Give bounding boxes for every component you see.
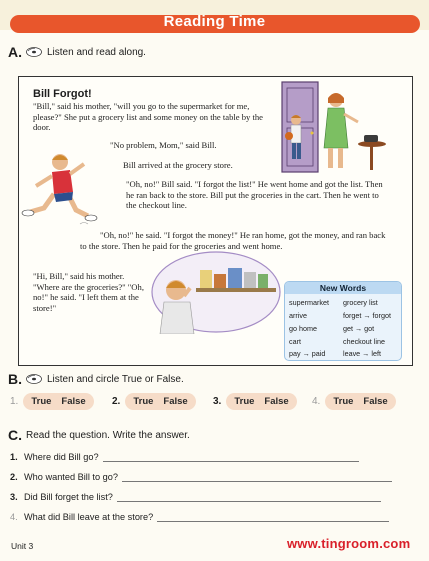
section-b-letter: B. [8,371,22,387]
question-3 [10,492,381,502]
true-false-item-2 [112,393,196,410]
new-word: forget → forgot [343,311,391,320]
story-paragraph-4: "Oh, no!" Bill said. "I forgot the list!" He went home and got the list. Then he ran back to the store. Bill put the groceries in the cart. Then he went to the checkout line. [126,179,383,211]
new-word: pay → paid [289,349,326,358]
new-word: go home [289,324,317,333]
section-a-heading [8,44,146,60]
answer-line[interactable] [157,513,389,522]
story-paragraph-6: "Hi, Bill," said his mother. "Where are the groceries?" "Oh, no!" he said. "I left them at the store!" [33,271,144,313]
section-b-instruction: Listen and circle True or False. [47,373,184,385]
question-text: Who wanted Bill to go? [24,472,118,482]
question-number: 1. [10,452,18,462]
true-false-pill [325,393,395,410]
true-option[interactable]: True [333,396,354,407]
false-option[interactable]: False [363,396,388,407]
true-false-item-1 [10,393,94,410]
true-option[interactable]: True [133,396,154,407]
new-words-title: New Words [285,282,401,294]
bill-at-store-illustration [150,248,282,334]
question-4 [10,512,389,522]
answer-line[interactable] [103,453,359,462]
false-option[interactable]: False [163,396,188,407]
answer-line[interactable] [122,473,392,482]
true-false-item-3 [213,393,297,410]
question-2 [10,472,392,482]
false-option[interactable]: False [61,396,86,407]
item-number: 1. [10,396,19,407]
question-number: 3. [10,492,18,502]
true-false-pill [23,393,93,410]
section-c-instruction: Read the question. Write the answer. [26,429,190,441]
cd-audio-icon [26,374,42,384]
question-number: 4. [10,512,18,522]
new-word: get → got [343,324,375,333]
item-number: 4. [312,396,321,407]
new-word: leave → left [343,349,381,358]
item-number: 3. [213,396,222,407]
cd-audio-icon [26,47,42,57]
item-number: 2. [112,396,121,407]
section-a-letter: A. [8,44,22,60]
new-word: checkout line [343,337,385,346]
running-bill-illustration [18,150,108,230]
story-paragraph-3: Bill arrived at the grocery store. [123,160,233,170]
new-word: supermarket [289,298,329,307]
new-word: grocery list [343,298,378,307]
new-word: arrive [289,311,307,320]
question-1 [10,452,359,462]
page-title: Reading Time [163,13,266,30]
new-word: cart [289,337,301,346]
true-option[interactable]: True [234,396,255,407]
unit-label: Unit 3 [11,541,34,551]
question-text: Where did Bill go? [24,452,99,462]
story-paragraph-2: "No problem, Mom," said Bill. [110,140,217,150]
story-paragraph-5: "Oh, no!" he said. "I forgot the money!" He ran home, got the money, and ran back to the store. Then he paid for the groceries and went home. [80,230,386,251]
true-false-item-4 [312,393,396,410]
section-c-heading [8,427,190,443]
false-option[interactable]: False [264,396,289,407]
true-false-pill [226,393,296,410]
section-c-letter: C. [8,427,22,443]
mother-and-bill-illustration [278,78,390,176]
true-false-pill [125,393,195,410]
question-number: 2. [10,472,18,482]
answer-line[interactable] [117,493,381,502]
question-text: Did Bill forget the list? [24,492,113,502]
new-words-box [284,281,402,361]
watermark: www.tingroom.com [287,536,411,551]
question-text: What did Bill leave at the store? [24,512,154,522]
section-b-heading [8,371,184,387]
section-a-instruction: Listen and read along. [47,46,146,58]
story-title: Bill Forgot! [33,88,92,100]
story-paragraph-1: "Bill," said his mother, "will you go to the supermarket for me, please?" She put a grocery list and some money on the table by the door. [33,101,263,133]
true-option[interactable]: True [31,396,52,407]
